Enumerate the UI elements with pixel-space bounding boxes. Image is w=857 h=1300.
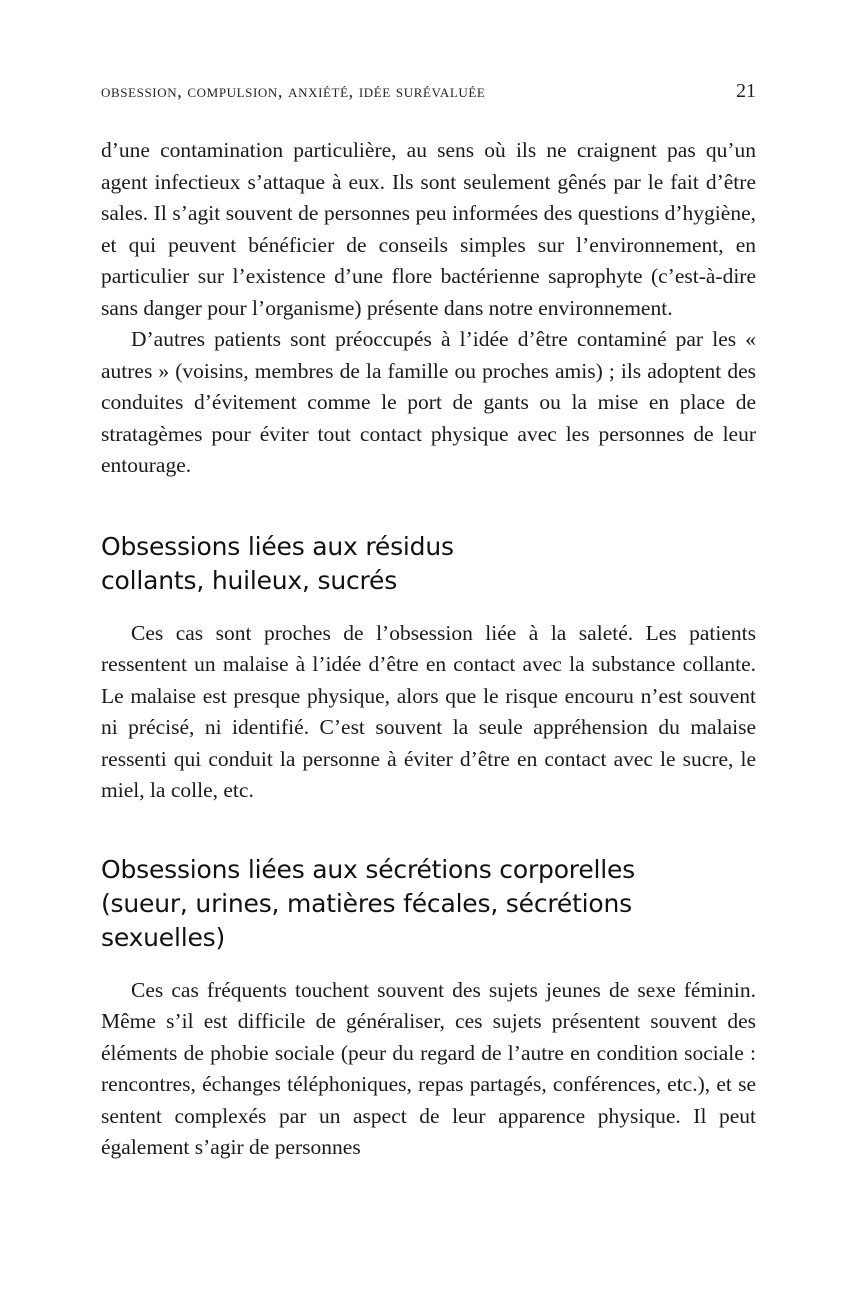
section-heading-sticky-residues: Obsessions liées aux résidus collants, huileux, sucrés	[101, 531, 454, 595]
running-header	[101, 80, 756, 103]
paragraph-contamination: d’une contamination particulière, au sens où ils ne craignent pas qu’un agent infectieux s’attaque à eux. Ils sont seulement gênés par le fait d’être sales. Il s’agit souvent de personnes peu informées des questions d’hygiène, et qui peuvent bénéficier de conseils simples sur l’environnement, en particulier sur l’existence d’une flore bactérienne saprophyte (c’est-à-dire sans danger pour l’organisme) présente dans notre environnement.	[101, 138, 756, 320]
paragraph-bodily-secretions: Ces cas fréquents touchent souvent des sujets jeunes de sexe féminin. Même s’il est difficile de généraliser, ces sujets présentent souvent des éléments de phobie sociale (peur du regard de l’autre en condition sociale : rencontres, échanges téléphoniques, repas partagés, conférences, etc.), et se sentent complexés par un aspect de leur apparence physique. Il peut également s’agir de personnes	[101, 977, 756, 1159]
page-number: 21	[736, 80, 756, 102]
section-heading-bodily-secretions: Obsessions liées aux sécrétions corporelles (sueur, urines, matières fécales, sécrétions sexuelles)	[101, 854, 636, 952]
paragraph-other-patients: D’autres patients sont préoccupés à l’idée d’être contaminé par les « autres » (voisins, membres de la famille ou proches amis) ; ils adoptent des conduites d’évitement comme le port de gants ou la mise en place de stratagèmes pour éviter tout contact physique avec les personnes de leur entourage.	[101, 327, 756, 477]
running-title: obsession, compulsion, anxiété, idée surévaluée	[101, 81, 486, 101]
page-content	[101, 135, 756, 1164]
paragraph-sticky-residues: Ces cas sont proches de l’obsession liée à la saleté. Les patients ressentent un malaise à l’idée d’être en contact avec la substance collante. Le malaise est presque physique, alors que le risque encouru n’est souvent ni précisé, ni identifié. C’est souvent la seule appréhension du malaise ressenti qui conduit la personne à éviter d’être en contact avec le sucre, le miel, la colle, etc.	[101, 620, 756, 802]
